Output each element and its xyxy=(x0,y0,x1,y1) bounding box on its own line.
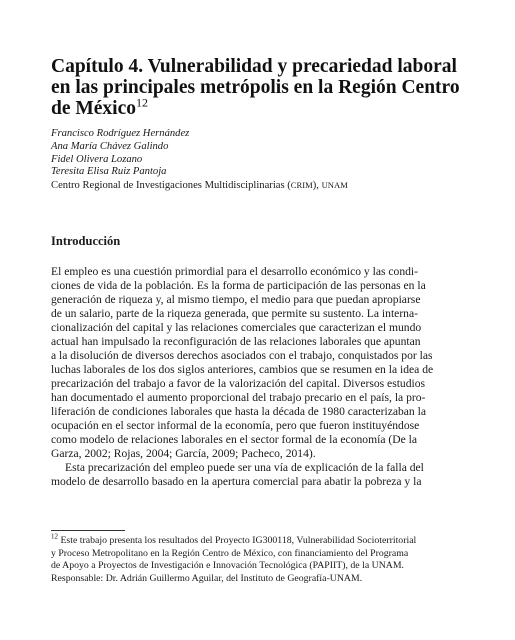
author-name: Francisco Rodríguez Hernández xyxy=(51,128,190,139)
institution-affiliation xyxy=(51,179,481,193)
body-line: Garza, 2002; Rojas, 2004; García, 2009; Pacheco, 2014). xyxy=(51,447,316,460)
university-acronym: UNAM xyxy=(321,180,348,191)
chapter-title-line: Capítulo 4. Vulnerabilidad y precariedad laboral xyxy=(51,56,457,77)
body-line: como modelo de relaciones laborales en el sector formal de la economía (De la xyxy=(51,433,418,446)
body-line: ocupación en el sector informal de la economía, pero que fueron instituyéndose xyxy=(51,419,420,432)
body-line: cionalización del capital y las relaciones comerciales que caracterizan el mundo xyxy=(51,321,422,334)
body-line: ciones de vida de la población. Es la forma de participación de las personas en la xyxy=(51,279,426,292)
author-name: Ana María Chávez Galindo xyxy=(51,140,169,152)
footnote-divider xyxy=(51,530,125,531)
body-line: liferación de condiciones laborales que hasta la década de 1980 caracterizaban la xyxy=(51,405,426,418)
author-block xyxy=(51,128,481,193)
footnote-line: Responsable: Dr. Adrián Guillermo Aguilar, del Instituto de Geografía-UNAM. xyxy=(51,572,363,584)
chapter-title xyxy=(51,56,471,119)
footnote xyxy=(51,532,471,585)
chapter-title-line: en las principales metrópolis en la Región Centro xyxy=(51,77,460,98)
body-line: actual han impulsado la reconfiguración de las relaciones laborales que apuntan xyxy=(51,335,421,348)
institution-name: Centro Regional de Investigaciones Multidisciplinarias ( xyxy=(51,180,291,192)
body-line: luchas laborales de los dos siglos anteriores, cambios que se resumen en la idea de xyxy=(51,363,434,376)
body-line: El empleo es una cuestión primordial para el desarrollo económico y las condi- xyxy=(51,265,419,278)
body-line: a la disolución de diversos derechos asociados con el trabajo, conquistados por las xyxy=(51,349,433,362)
chapter-title-line-last xyxy=(51,95,471,119)
body-line: precarización del trabajo a favor de la valorización del capital. Diversos estudios xyxy=(51,377,426,390)
author-name: Fidel Olivera Lozano xyxy=(51,153,143,165)
body-line: generación de riqueza y, al mismo tiempo, el medio para que puedan apropiarse xyxy=(51,293,421,306)
body-line: modelo de desarrollo basado en la apertura comercial para abatir la pobreza y la xyxy=(51,475,422,488)
body-line: de un salario, parte de la riqueza generada, que permite su sustento. La interna- xyxy=(51,307,418,320)
body-line: han documentado el aumento proporcional del trabajo precario en el país, la pro- xyxy=(51,391,426,404)
footnote-number: 12 xyxy=(51,532,58,541)
institution-acronym: CRIM xyxy=(290,180,313,191)
footnote-line: de Apoyo a Proyectos de Investigación e Innovación Tecnológica (PAPIIT), de la UNAM. xyxy=(51,560,405,571)
footnote-line xyxy=(51,532,471,548)
footnote-text: Este trabajo presenta los resultados del Proyecto IG300118, Vulnerabilidad Socioterritorial xyxy=(58,535,417,546)
author-name: Teresita Elisa Ruiz Pantoja xyxy=(51,166,167,178)
footnote-line: y Proceso Metropolitano en la Región Centro de México, con financiamiento del Programa xyxy=(51,547,409,559)
institution-separator: ), xyxy=(312,180,322,192)
footnote-reference[interactable]: 12 xyxy=(136,95,149,110)
body-line-indented: Esta precarización del empleo puede ser una vía de explicación de la falla del xyxy=(65,461,424,474)
body-text xyxy=(51,265,461,489)
section-heading: Introducción xyxy=(51,234,121,248)
chapter-title-line: de México xyxy=(51,98,137,119)
